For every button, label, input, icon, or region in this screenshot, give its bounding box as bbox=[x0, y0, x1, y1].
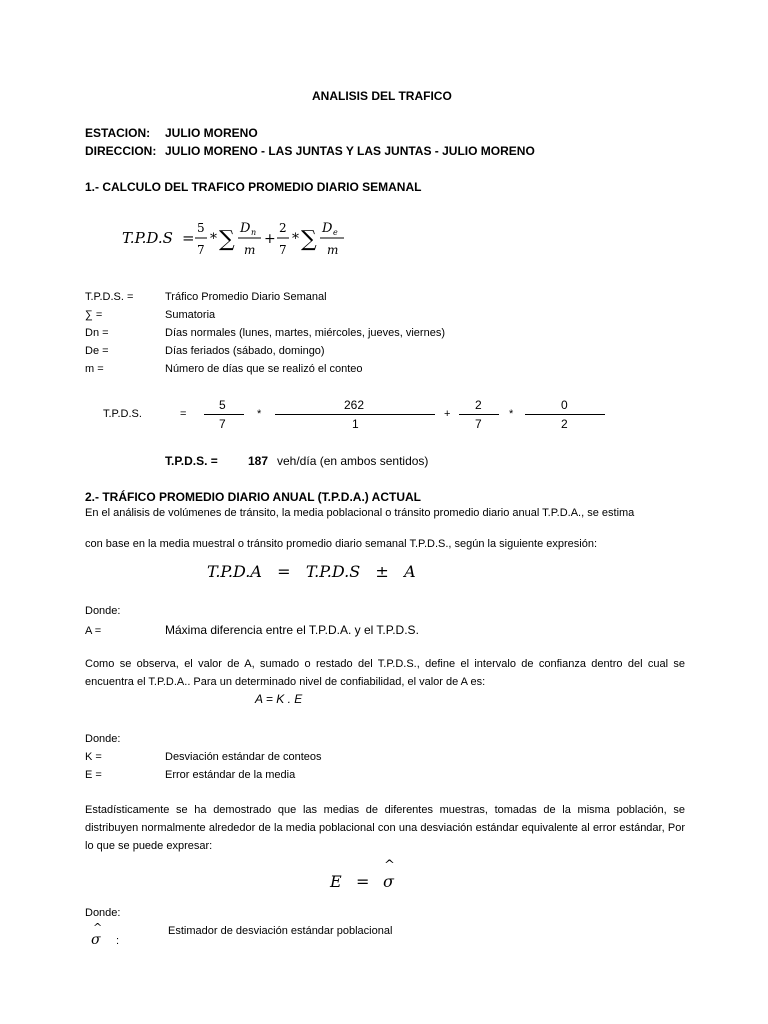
def-term: A = bbox=[85, 625, 102, 637]
def-desc: Estimador de desviación estándar poblacional bbox=[168, 925, 393, 937]
station-value: JULIO MORENO bbox=[165, 126, 258, 140]
fraction1-numerator: 5 bbox=[219, 398, 226, 412]
svg-text:m: m bbox=[244, 243, 256, 257]
sigma-symbol: σ bbox=[383, 872, 394, 891]
tpda-formula: T.P.D.A = T.P.D.S ± A bbox=[207, 562, 416, 581]
calc-equals: = bbox=[180, 408, 187, 420]
fraction2-numerator: 262 bbox=[344, 398, 365, 412]
fraction1-denominator: 7 bbox=[219, 417, 226, 431]
def-term: m = bbox=[85, 363, 104, 375]
tpds-formula bbox=[118, 212, 368, 264]
svg-text:∑: ∑ bbox=[301, 227, 317, 252]
fraction4-denominator: 2 bbox=[561, 417, 568, 431]
fraction3-numerator: 2 bbox=[475, 398, 482, 412]
plus-sign: + bbox=[444, 408, 451, 420]
svg-text:D: D bbox=[322, 221, 333, 236]
a-formula: A = K . E bbox=[255, 692, 303, 706]
paragraph: con base en la media muestral o tránsito promedio diario semanal T.P.D.S., según la siguiente expresión: bbox=[85, 538, 597, 550]
donde-label: Donde: bbox=[85, 907, 121, 919]
svg-text:D: D bbox=[240, 221, 251, 236]
def-desc: Tráfico Promedio Diario Semanal bbox=[165, 291, 327, 303]
donde-label: Donde: bbox=[85, 733, 121, 745]
def-desc: Sumatoria bbox=[165, 309, 216, 321]
fraction-bar bbox=[275, 414, 435, 415]
calc-label: T.P.D.S. bbox=[103, 408, 142, 420]
def-desc: Días normales (lunes, martes, miércoles, jueves, viernes) bbox=[165, 327, 445, 339]
svg-text:*: * bbox=[210, 231, 217, 247]
svg-text:2: 2 bbox=[279, 221, 287, 235]
def-term: ∑ = bbox=[85, 309, 103, 321]
def-term: K = bbox=[85, 751, 102, 763]
fraction-bar bbox=[459, 414, 499, 415]
def-desc: Error estándar de la media bbox=[165, 769, 296, 781]
section1-heading: 1.- CALCULO DEL TRAFICO PROMEDIO DIARIO SEMANAL bbox=[85, 180, 422, 194]
fraction4-numerator: 0 bbox=[561, 398, 568, 412]
e-formula-equals: = bbox=[356, 872, 370, 891]
sigma-symbol: σ bbox=[91, 932, 101, 948]
svg-text:∑: ∑ bbox=[219, 227, 235, 252]
result-label: T.P.D.S. = bbox=[165, 454, 218, 468]
direction-label: DIRECCION: bbox=[85, 144, 157, 158]
svg-text:=: = bbox=[182, 229, 195, 247]
def-desc: Máxima diferencia entre el T.P.D.A. y el T.P.D.S. bbox=[165, 623, 419, 637]
result-value: 187 bbox=[248, 454, 269, 468]
fraction-bar bbox=[204, 414, 244, 415]
donde-label: Donde: bbox=[85, 605, 121, 617]
paragraph: Estadísticamente se ha demostrado que las medias de diferentes muestras, tomadas de la misma población, se distribuyen normalmente alrededor de la media poblacional con una desviación estándar equivalente al error estándar, Por lo que se puede expresar: bbox=[85, 804, 685, 852]
document-title: ANALISIS DEL TRAFICO bbox=[312, 89, 452, 103]
svg-text:T.P.D.S: T.P.D.S bbox=[122, 229, 173, 247]
def-term: E = bbox=[85, 769, 102, 781]
fraction3-denominator: 7 bbox=[475, 417, 482, 431]
paragraph: Como se observa, el valor de A, sumado o restado del T.P.D.S., define el intervalo de confianza dentro del cual se encuentra el T.P.D.A.. Para un determinado nivel de confiabilidad, el valor de A es: bbox=[85, 658, 685, 688]
hat-accent: ^ bbox=[384, 858, 395, 873]
svg-text:n: n bbox=[251, 228, 257, 237]
e-formula-lhs: E bbox=[330, 872, 342, 891]
multiply-sign: * bbox=[509, 408, 514, 420]
direction-value: JULIO MORENO - LAS JUNTAS Y LAS JUNTAS - JULIO MORENO bbox=[165, 144, 535, 158]
def-desc: Número de días que se realizó el conteo bbox=[165, 363, 363, 375]
fraction2-denominator: 1 bbox=[352, 417, 359, 431]
section2-heading: 2.- TRÁFICO PROMEDIO DIARIO ANUAL (T.P.D.A.) ACTUAL bbox=[85, 490, 421, 504]
station-label: ESTACION: bbox=[85, 126, 151, 140]
fraction-bar bbox=[525, 414, 605, 415]
def-term: T.P.D.S. = bbox=[85, 291, 134, 303]
colon: : bbox=[116, 935, 120, 947]
multiply-sign: * bbox=[257, 408, 262, 420]
svg-text:e: e bbox=[333, 228, 338, 237]
paragraph: En el análisis de volúmenes de tránsito, la media poblacional o tránsito promedio diario anual T.P.D.A., se estima bbox=[85, 507, 635, 519]
svg-text:*: * bbox=[292, 231, 299, 247]
svg-text:7: 7 bbox=[197, 243, 205, 257]
svg-text:5: 5 bbox=[197, 221, 205, 235]
def-desc: Días feriados (sábado, domingo) bbox=[165, 345, 325, 357]
def-desc: Desviación estándar de conteos bbox=[165, 751, 322, 763]
result-unit: veh/día (en ambos sentidos) bbox=[277, 454, 429, 468]
svg-text:m: m bbox=[327, 243, 339, 257]
def-term: De = bbox=[85, 345, 109, 357]
hat-accent: ^ bbox=[93, 921, 103, 934]
def-term: Dn = bbox=[85, 327, 109, 339]
svg-text:+: + bbox=[264, 231, 276, 247]
svg-text:7: 7 bbox=[279, 243, 287, 257]
